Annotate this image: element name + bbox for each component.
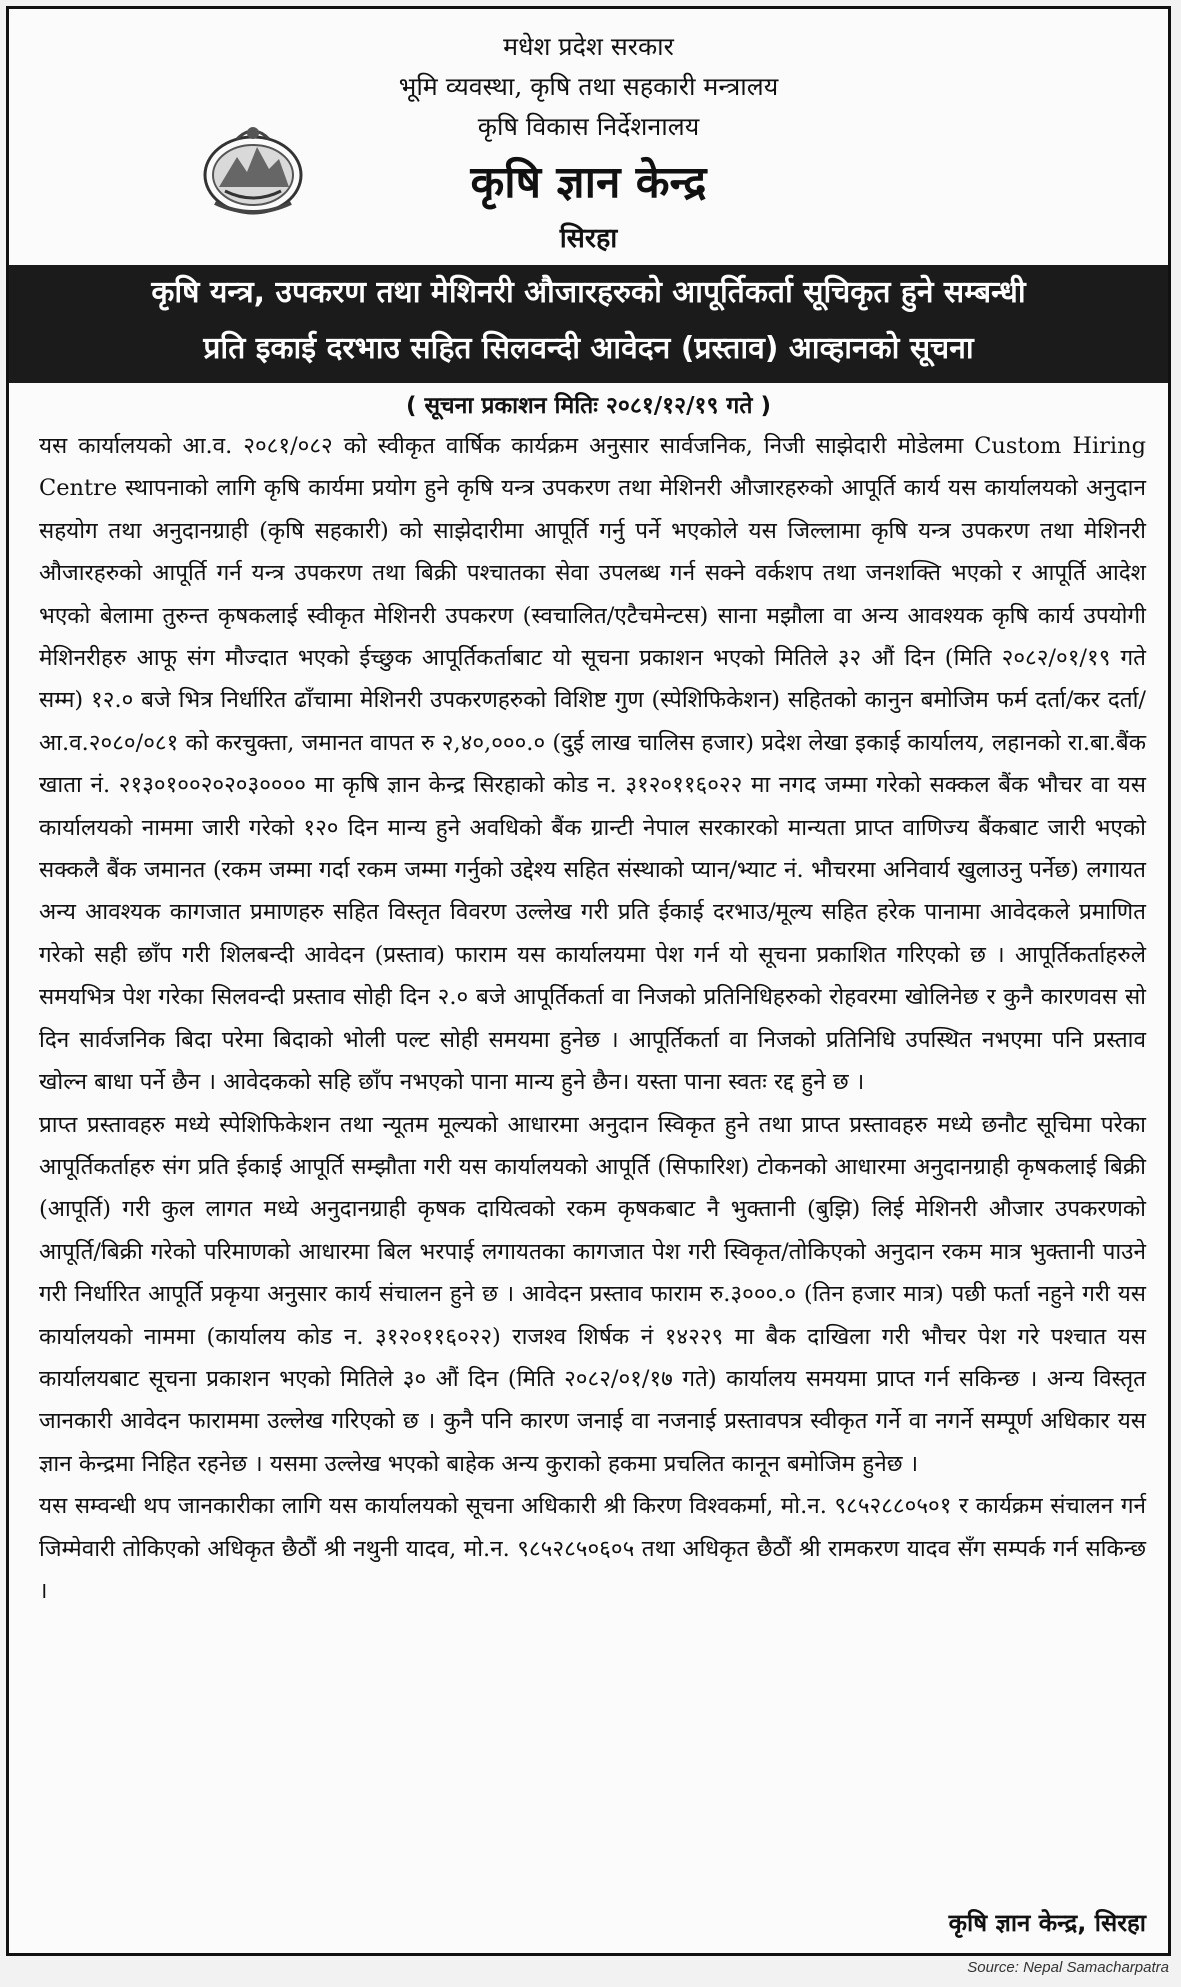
province-government: मधेश प्रदेश सरकार	[503, 32, 674, 61]
paragraph-3: यस सम्वन्धी थप जानकारीका लागि यस कार्यालयको सूचना अधिकारी श्री किरण विश्वकर्मा, मो.न. ९८५२८८०५०१ र कार्यक्रम संचालन गर्न जिम्मेवारी तोकिएको अधिकृत छैठौं श्री नथुनी यादव, मो.न. ९८५२८५०६०५ तथा अधिकृत छैठौं श्री रामकरण यादव सँग सम्पर्क गर्न सकिन्छ ।	[39, 1493, 1146, 1604]
notice-body	[39, 425, 1146, 1612]
paragraph-1: यस कार्यालयको आ.व. २०८१/०८२ को स्वीकृत वार्षिक कार्यक्रम अनुसार सार्वजनिक, निजी साझेदारी मोडेलमा Custom Hiring Centre स्थापनाको लागि कृषि कार्यमा प्रयोग हुने कृषि यन्त्र उपकरण तथा मेशिनरी औजारहरुको आपूर्ति कार्य यस कार्यालयको अनुदान सहयोग तथा अनुदानग्राही (कृषि सहकारी) को साझेदारीमा आपूर्ति गर्नु पर्ने भएकोले यस जिल्लामा कृषि यन्त्र उपकरण तथा मेशिनरी औजारहरुको आपूर्ति गर्न यन्त्र उपकरण तथा बिक्री पश्चातका सेवा उपलब्ध गर्न सक्ने वर्कशप तथा जनशक्ति भएको र आपूर्ति आदेश भएको बेलामा तुरुन्त कृषकलाई स्वीकृत मेशिनरी उपकरण (स्वचालित/एटैचमेन्टस) साना मझौला वा अन्य आवश्यक कृषि कार्य उपयोगी मेशिनरीहरु आफू संग मौज्दात भएको ईच्छुक आपूर्तिकर्ताबाट यो सूचना प्रकाशन भएको मितिले ३२ औं दिन (मिति २०८२/०१/१९ गते सम्म) १२.० बजे भित्र निर्धारित ढाँचामा मेशिनरी उपकरणहरुको विशिष्ट गुण (स्पेशिफिकेशन) सहितको कानुन बमोजिम फर्म दर्ता/कर दर्ता/आ.व.२०८०/०८१ को करचुक्ता, जमानत वापत रु २,४०,०००.० (दुई लाख चालिस हजार) प्रदेश लेखा इकाई कार्यालय, लहानको रा.बा.बैंक खाता नं. २१३०१००२०२०३०००० मा कृषि ज्ञान केन्द्र सिरहाको कोड न. ३१२०११६०२२ मा नगद जम्मा गरेको सक्कल बैंक भौचर वा यस कार्यालयको नाममा जारी गरेको १२० दिन मान्य हुने अवधिको बैंक ग्रान्टी नेपाल सरकारको मान्यता प्राप्त वाणिज्य बैंकबाट जारी भएको सक्कलै बैंक जमानत (रकम जम्मा गर्दा रकम जम्मा गर्नुको उद्देश्य सहित संस्थाको प्यान/भ्याट नं. भौचरमा अनिवार्य खुलाउनु पर्नेछ) लगायत अन्य आवश्यक कागजात प्रमाणहरु सहित विस्तृत विवरण उल्लेख गरी प्रति ईकाई दरभाउ/मूल्य सहित हरेक पानामा आवेदकले प्रमाणित गरेको सही छाँप गरी शिलबन्दी आवेदन (प्रस्ताव) फाराम यस कार्यालयमा पेश गर्न यो सूचना प्रकाशित गरिएको छ । आपूर्तिकर्ताहरुले समयभित्र पेश गरेका सिलवन्दी प्रस्ताव सोही दिन २.० बजे आपूर्तिकर्ता वा निजको प्रतिनिधिहरुको रोहवरमा खोलिनेछ र कुनै कारणवस सो दिन सार्वजनिक बिदा परेमा बिदाको भोली पल्ट सोही समयमा हुनेछ । आपूर्तिकर्ता वा निजको प्रतिनिधि उपस्थित नभएमा पनि प्रस्ताव खोल्न बाधा पर्ने छैन । आवेदकको सहि छाँप नभएको पाना मान्य हुने छैन। यस्ता पाना स्वतः रद्द हुने छ ।	[39, 433, 1146, 1096]
paragraph-2: प्राप्त प्रस्तावहरु मध्ये स्पेशिफिकेशन तथा न्यूतम मूल्यको आधारमा अनुदान स्विकृत हुने तथा प्राप्त प्रस्तावहरु मध्ये छनौट सूचिमा परेका आपूर्तिकर्ताहरु संग प्रति ईकाई आपूर्ति सम्झौता गरी यस कार्यालयको आपूर्ति (सिफारिश) टोकनको आधारमा अनुदानग्राही कृषकलाई बिक्री (आपूर्ति) गरी कुल लागत मध्ये अनुदानग्राही कृषक दायित्वको रकम कृषकबाट नै भुक्तानी (बुझि) लिई मेशिनरी औजार उपकरणको आपूर्ति/बिक्री गरेको परिमाणको आधारमा बिल भरपाई लगायतका कागजात पेश गरी स्विकृत/तोकिएको अनुदान रकम मात्र भुक्तानी पाउने गरी निर्धारित आपूर्ति प्रकृया अनुसार कार्य संचालन हुने छ । आवेदन प्रस्ताव फाराम रु.३०००.० (तिन हजार मात्र) पछी फर्ता नहुने गरी यस कार्यालयको नाममा (कार्यालय कोड न. ३१२०११६०२२) राजश्व शिर्षक नं १४२२९ मा बैक दाखिला गरी भौचर पेश गरे पश्चात यस कार्यालयबाट सूचना प्रकाशन भएको मितिले ३० औं दिन (मिति २०८२/०१/१७ गते) कार्यालय समयमा प्राप्त गर्न सकिन्छ । अन्य विस्तृत जानकारी आवेदन फाराममा उल्लेख गरिएको छ । कुनै पनि कारण जनाई वा नजनाई प्रस्तावपत्र स्वीकृत गर्ने वा नगर्ने सम्पूर्ण अधिकार यस ज्ञान केन्द्रमा निहित रहनेछ । यसमा उल्लेख भएको बाहेक अन्य कुराको हकमा प्रचलित कानून बमोजिम हुनेछ ।	[39, 1111, 1146, 1477]
office-location: सिरहा	[559, 223, 618, 254]
notice-title-line-1: कृषि यन्त्र, उपकरण तथा मेशिनरी औजारहरुको आपूर्तिकर्ता सूचिकृत हुने सम्बन्धी	[151, 275, 1026, 310]
notice-title-line-2: प्रति इकाई दरभाउ सहित सिलवन्दी आवेदन (प्रस्ताव) आव्हानको सूचना	[203, 331, 974, 366]
directorate-name: कृषि विकास निर्देशनालय	[477, 112, 700, 141]
signature-block: कृषि ज्ञान केन्द्र, सिरहा	[948, 1909, 1146, 1937]
office-header	[9, 27, 1168, 261]
publication-date: ( सूचना प्रकाशन मितिः २०८१/१२/१९ गते )	[405, 393, 772, 419]
notice-frame	[6, 6, 1171, 1956]
notice-title-banner	[9, 265, 1168, 383]
ministry-name: भूमि व्यवस्था, कृषि तथा सहकारी मन्त्रालय	[398, 72, 779, 101]
office-name: कृषि ज्ञान केन्द्र	[470, 157, 707, 208]
source-credit: Source: Nepal Samacharpatra	[967, 1959, 1169, 1976]
